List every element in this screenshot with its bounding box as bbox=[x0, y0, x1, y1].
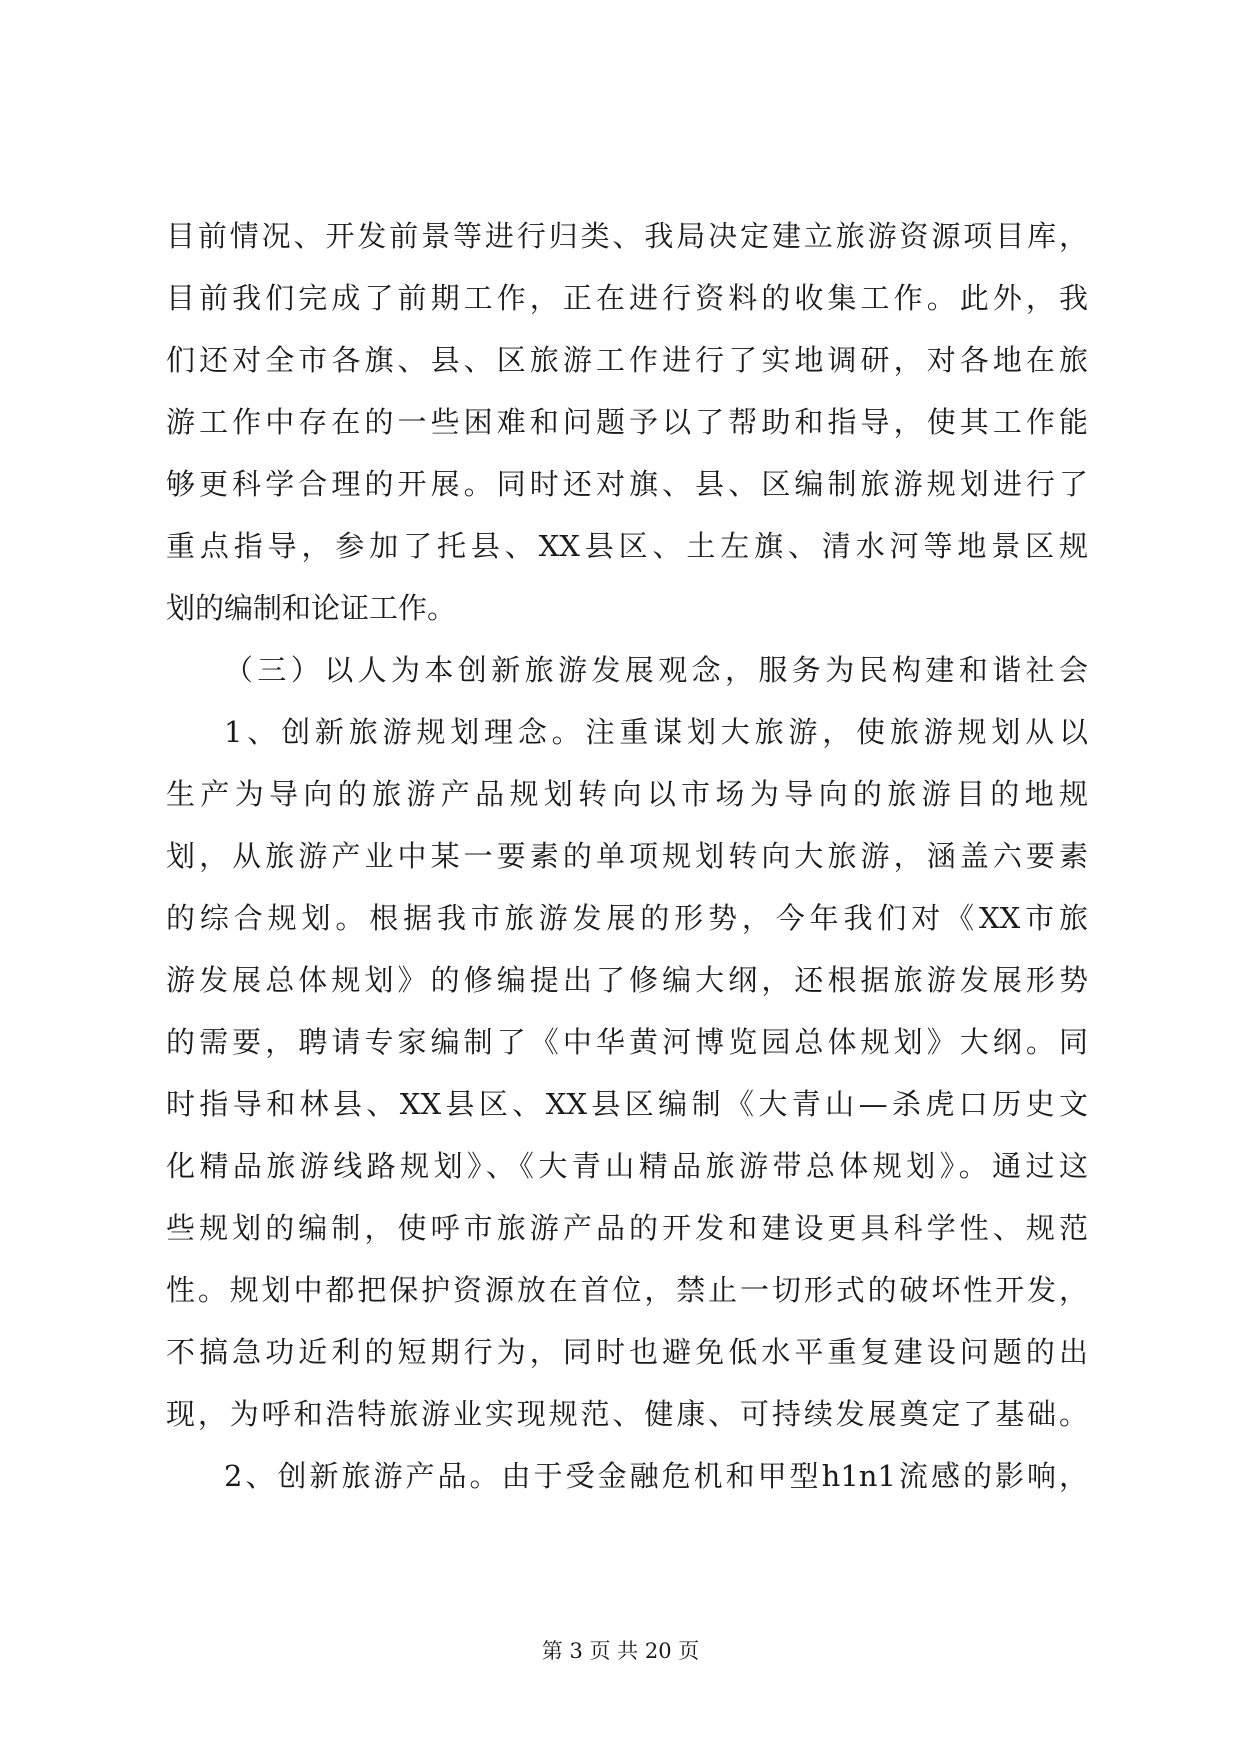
text-line: 们还对全市各旗、县、区旅游工作进行了实地调研，对各地在旅 bbox=[166, 343, 1088, 377]
text-line: 现，为呼和浩特旅游业实现规范、健康、可持续发展奠定了基础。 bbox=[166, 1397, 1088, 1431]
text-line: 生产为导向的旅游产品规划转向以市场为导向的旅游目的地规 bbox=[166, 777, 1088, 811]
text-line: 够更科学合理的开展。同时还对旗、县、区编制旅游规划进行了 bbox=[166, 467, 1088, 501]
text-line: 游发展总体规划》的修编提出了修编大纲，还根据旅游发展形势 bbox=[166, 963, 1088, 997]
text-line: 游工作中存在的一些困难和问题予以了帮助和指导，使其工作能 bbox=[166, 405, 1088, 439]
document-body bbox=[166, 205, 1088, 1507]
text-line: 的需要，聘请专家编制了《中华黄河博览园总体规划》大纲。同 bbox=[166, 1025, 1088, 1059]
text-line: 目前情况、开发前景等进行归类、我局决定建立旅游资源项目库， bbox=[166, 219, 1088, 253]
text-line: 时指导和林县、XX县区、XX县区编制《大青山—杀虎口历史文 bbox=[166, 1087, 1088, 1121]
text-line: 1、创新旅游规划理念。注重谋划大旅游，使旅游规划从以 bbox=[224, 715, 1088, 749]
text-line: 划，从旅游产业中某一要素的单项规划转向大旅游，涵盖六要素 bbox=[166, 839, 1088, 873]
text-line: 目前我们完成了前期工作，正在进行资料的收集工作。此外，我 bbox=[166, 281, 1088, 315]
text-line: 些规划的编制，使呼市旅游产品的开发和建设更具科学性、规范 bbox=[166, 1211, 1088, 1245]
text-line: 的综合规划。根据我市旅游发展的形势，今年我们对《XX市旅 bbox=[166, 901, 1088, 935]
text-line: 化精品旅游线路规划》、《大青山精品旅游带总体规划》。通过这 bbox=[166, 1149, 1088, 1183]
text-line: 不搞急功近利的短期行为，同时也避免低水平重复建设问题的出 bbox=[166, 1335, 1088, 1369]
text-line: 重点指导，参加了托县、XX县区、土左旗、清水河等地景区规 bbox=[166, 529, 1088, 563]
text-line: （三）以人为本创新旅游发展观念，服务为民构建和谐社会 bbox=[224, 653, 1088, 687]
text-line: 划的编制和论证工作。 bbox=[166, 591, 457, 625]
text-line: 2、创新旅游产品。由于受金融危机和甲型h1n1流感的影响， bbox=[224, 1459, 1088, 1493]
page-footer: 第 3 页 共 20 页 bbox=[541, 1639, 700, 1663]
text-line: 性。规划中都把保护资源放在首位，禁止一切形式的破坏性开发， bbox=[166, 1273, 1088, 1307]
